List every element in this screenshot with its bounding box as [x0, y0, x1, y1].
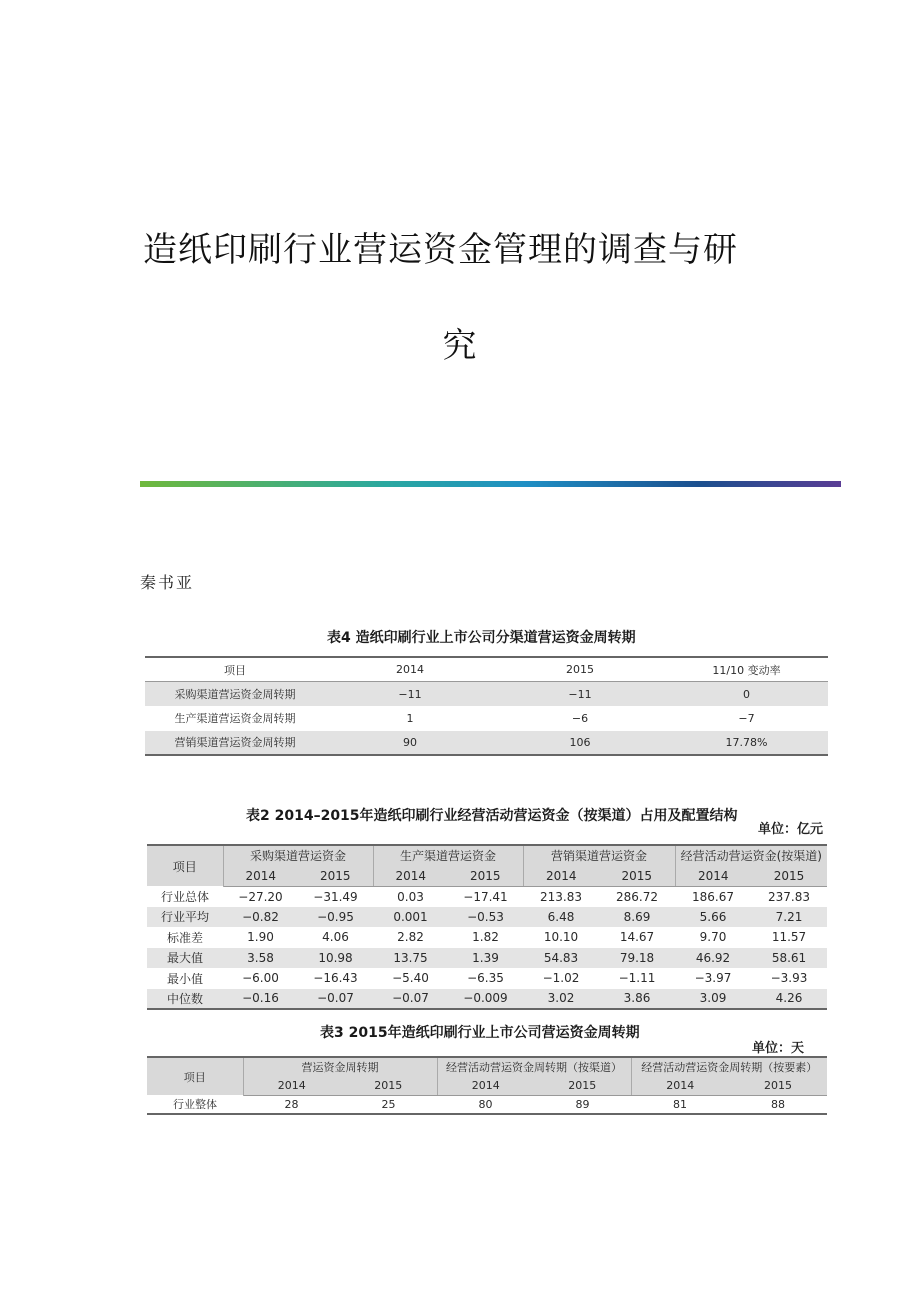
table4-caption: 表4 造纸印刷行业上市公司分渠道营运资金周转期: [327, 630, 636, 646]
group-header: 经营活动营运资金周转期（按要素）: [631, 1057, 827, 1076]
table-cell: −5.40: [392, 971, 429, 986]
table-header-row: [145, 657, 828, 682]
document-title-line1: 造纸印刷行业营运资金管理的调查与研: [143, 230, 738, 270]
table-cell: −6.35: [467, 971, 504, 986]
table-cell: 6.48: [523, 907, 599, 928]
group-header: 营销渠道营运资金: [523, 845, 675, 866]
group-header: 经营活动营运资金(按渠道): [675, 845, 827, 866]
table-cell: 10.98: [298, 948, 373, 969]
year-header: 2015: [599, 866, 675, 887]
header-cell: 项目: [224, 663, 246, 677]
table-cell: 58.61: [751, 948, 827, 969]
table-cell: 14.67: [619, 930, 655, 945]
row-label: 行业平均: [147, 907, 223, 928]
table-cell: −0.009: [448, 989, 523, 1010]
table-cell: 237.83: [768, 889, 810, 904]
table3-caption: 表3 2015年造纸印刷行业上市公司营运资金周转期: [320, 1025, 640, 1041]
table-group-header-row: [147, 1057, 827, 1076]
year-header: 2014: [243, 1076, 340, 1095]
table-cell: 3.02: [523, 989, 599, 1010]
table-cell: −16.43: [313, 971, 358, 986]
group-header: 营运资金周转期: [243, 1057, 437, 1076]
table-cell: −11: [398, 687, 422, 701]
table-cell: 28: [284, 1097, 299, 1111]
table-cell: 1: [406, 711, 414, 725]
table2-unit: 单位：亿元: [758, 822, 824, 837]
table-cell: 3.58: [223, 948, 298, 969]
table-cell: 286.72: [616, 889, 658, 904]
author-name: 秦书亚: [140, 573, 195, 592]
group-header: 生产渠道营运资金: [373, 845, 523, 866]
table-cell: 3.86: [599, 989, 675, 1010]
document-title-line2: 究: [442, 326, 478, 366]
table-cell: 10.10: [543, 930, 579, 945]
table-cell: −7: [738, 711, 755, 725]
table-row: [147, 1095, 827, 1114]
table-cell: −0.82: [223, 907, 298, 928]
table-cell: 46.92: [675, 948, 751, 969]
year-header: 2014: [373, 866, 448, 887]
gradient-divider: [140, 481, 841, 487]
table-row: [147, 886, 827, 907]
table-cell: 106: [569, 735, 591, 749]
table-year-header-row: [147, 1076, 827, 1095]
table4: [145, 656, 828, 756]
table-cell: −0.53: [448, 907, 523, 928]
year-header: 2015: [729, 1076, 827, 1095]
table-cell: −3.93: [770, 971, 808, 986]
row-label: 生产渠道营运资金周转期: [174, 712, 296, 726]
group-header: 采购渠道营运资金: [223, 845, 373, 866]
header-cell: 2015: [566, 663, 594, 676]
table-cell: 54.83: [523, 948, 599, 969]
item-header: 项目: [147, 1057, 243, 1095]
table-row: [147, 989, 827, 1010]
table-cell: 89: [575, 1097, 590, 1111]
row-label: 标准差: [166, 930, 203, 945]
table-cell: −0.16: [223, 989, 298, 1010]
table-cell: −31.49: [313, 889, 358, 904]
header-cell: 2014: [396, 663, 424, 676]
table-cell: 4.26: [751, 989, 827, 1010]
table-cell: −27.20: [238, 889, 283, 904]
table-cell: −0.95: [298, 907, 373, 928]
year-header: 2015: [751, 866, 827, 887]
table-cell: −0.07: [373, 989, 448, 1010]
table2-caption: 表2 2014–2015年造纸印刷行业经营活动营运资金（按渠道）占用及配置结构: [246, 808, 738, 824]
table-cell: 8.69: [599, 907, 675, 928]
table2: [147, 844, 827, 1010]
table-cell: −0.07: [298, 989, 373, 1010]
table-cell: 88: [771, 1097, 785, 1111]
row-label: 采购渠道营运资金周转期: [174, 688, 296, 701]
table-row: [147, 968, 827, 989]
table-cell: 79.18: [599, 948, 675, 969]
year-header: 2015: [298, 866, 373, 887]
table-row: [147, 907, 827, 928]
row-label: 中位数: [147, 989, 223, 1010]
table-cell: −11: [568, 687, 592, 701]
table3-unit: 单位：天: [752, 1041, 805, 1056]
table-cell: 9.70: [699, 930, 727, 945]
table-year-header-row: [147, 866, 827, 887]
table-cell: −6: [571, 711, 589, 725]
table-cell: −1.11: [618, 971, 656, 986]
table-cell: 0.03: [397, 889, 424, 904]
table-row: [145, 731, 828, 756]
year-header: 2014: [675, 866, 751, 887]
year-header: 2014: [523, 866, 599, 887]
table-cell: 1.39: [448, 948, 523, 969]
table3: [147, 1056, 827, 1115]
table-cell: 25: [381, 1097, 396, 1111]
table-cell: 90: [403, 735, 417, 749]
year-header: 2015: [534, 1076, 631, 1095]
year-header: 2015: [340, 1076, 437, 1095]
table-row: [145, 706, 828, 731]
table-cell: 213.83: [540, 889, 582, 904]
year-header: 2014: [223, 866, 298, 887]
table-row: [145, 682, 828, 707]
table-cell: −17.41: [463, 889, 508, 904]
table-cell: 0.001: [373, 907, 448, 928]
table-cell: 13.75: [373, 948, 448, 969]
row-label: 最小值: [166, 971, 203, 986]
table-row: [147, 948, 827, 969]
table-cell: 81: [673, 1097, 687, 1111]
year-header: 2014: [631, 1076, 729, 1095]
table-cell: 3.09: [675, 989, 751, 1010]
row-label: 营销渠道营运资金周转期: [174, 736, 296, 750]
table-cell: 7.21: [751, 907, 827, 928]
table-cell: 11.57: [771, 930, 807, 945]
table-cell: 17.78%: [725, 735, 768, 749]
table-cell: 186.67: [692, 889, 734, 904]
table-cell: 5.66: [675, 907, 751, 928]
table-cell: 1.82: [472, 930, 499, 945]
table-cell: −1.02: [542, 971, 580, 986]
row-label: 最大值: [147, 948, 223, 969]
table-cell: −3.97: [694, 971, 732, 986]
table-cell: 80: [478, 1097, 493, 1111]
header-cell: 11/10 变动率: [712, 663, 781, 677]
table-cell: 1.90: [247, 930, 274, 945]
year-header: 2014: [437, 1076, 534, 1095]
year-header: 2015: [448, 866, 523, 887]
table-cell: 4.06: [322, 930, 349, 945]
table-cell: 2.82: [397, 930, 424, 945]
table-cell: −6.00: [242, 971, 279, 986]
row-label: 行业总体: [160, 889, 209, 904]
table-cell: 0: [743, 687, 750, 701]
item-header: 项目: [147, 845, 223, 886]
group-header: 经营活动营运资金周转期（按渠道）: [437, 1057, 631, 1076]
row-label: 行业整体: [173, 1098, 217, 1111]
table-row: [147, 927, 827, 948]
table-group-header-row: [147, 845, 827, 866]
